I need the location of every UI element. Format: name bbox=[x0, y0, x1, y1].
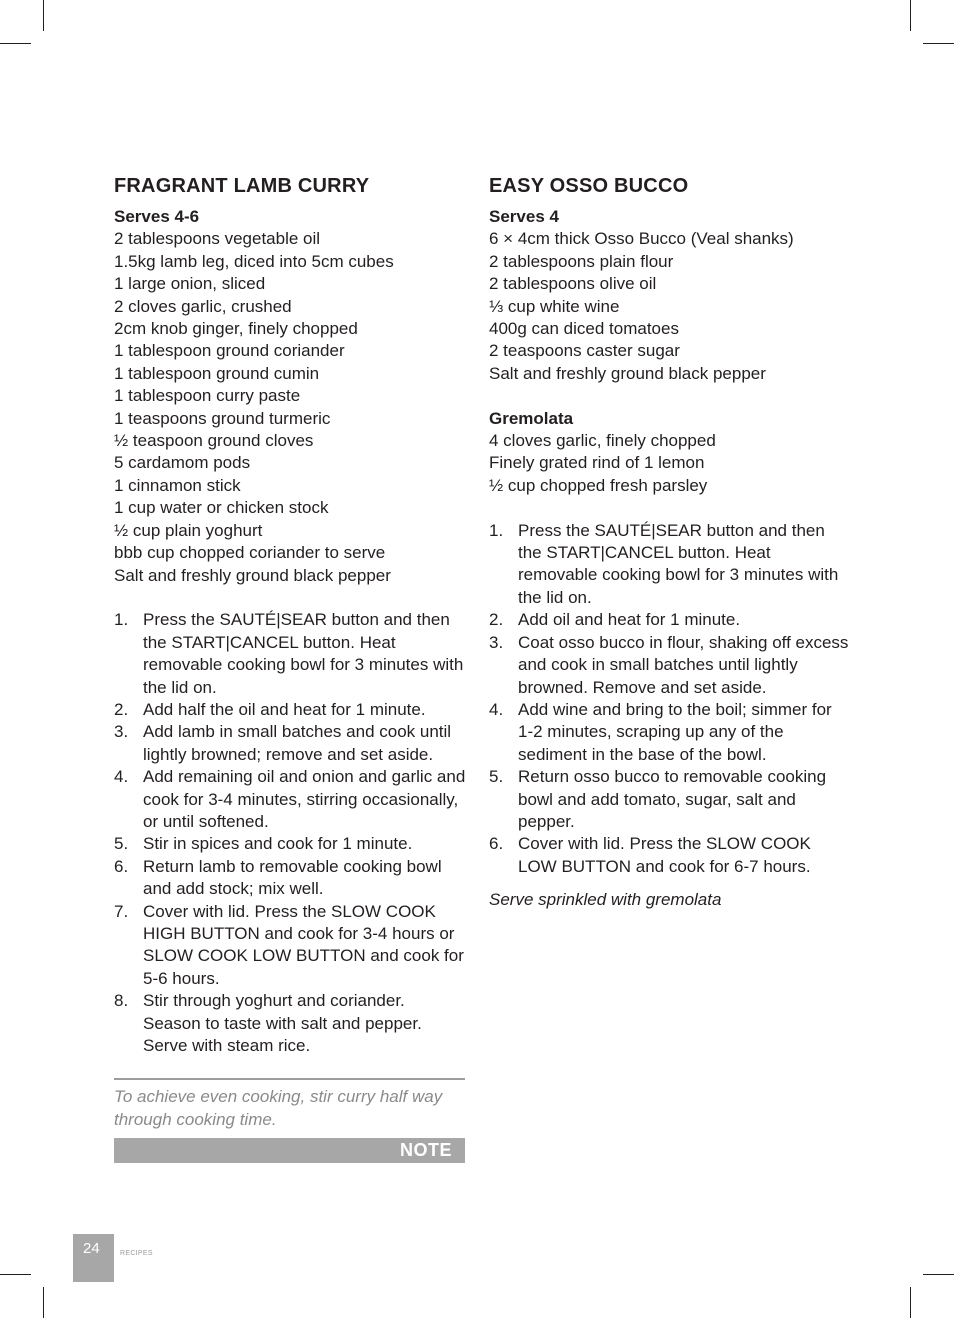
method-steps bbox=[114, 609, 466, 1057]
ingredient-item: 1 cinnamon stick bbox=[114, 475, 241, 495]
method-step bbox=[114, 609, 466, 699]
ingredient-item: 1 cup water or chicken stock bbox=[114, 498, 329, 518]
step-number: 2. bbox=[489, 610, 504, 630]
note-bar bbox=[114, 1138, 465, 1163]
note-text: To achieve even cooking, stir curry half way through cooking time. bbox=[114, 1087, 443, 1129]
ingredient-item: bbb cup chopped coriander to serve bbox=[114, 543, 386, 563]
method-step bbox=[489, 766, 849, 833]
section-label: RECIPES bbox=[120, 1250, 153, 1257]
step-number: 4. bbox=[114, 767, 129, 787]
method-step bbox=[114, 721, 466, 766]
ingredient-item: 1 large onion, sliced bbox=[114, 274, 266, 294]
page-number-box bbox=[73, 1234, 114, 1282]
step-number: 7. bbox=[114, 901, 129, 921]
step-number: 6. bbox=[489, 834, 504, 854]
method-step bbox=[114, 766, 466, 833]
method-steps bbox=[489, 520, 849, 879]
method-step bbox=[489, 699, 849, 766]
ingredient-item: 400g can diced tomatoes bbox=[489, 319, 679, 339]
step-text: Cover with lid. Press the SLOW COOK HIGH BUTTON and cook for 3-4 hours or SLOW COOK LOW BUTTON and cook for 5-6 hours. bbox=[143, 901, 464, 988]
method-step bbox=[489, 609, 849, 631]
page-number: 24 bbox=[83, 1240, 100, 1257]
step-number: 4. bbox=[489, 699, 504, 719]
crop-mark-bottom-right-v bbox=[910, 1287, 911, 1318]
ingredient-item: 1 tablespoon curry paste bbox=[114, 386, 301, 406]
step-number: 8. bbox=[114, 991, 129, 1011]
step-text: Press the SAUTÉ|SEAR button and then the START|CANCEL button. Heat removable cooking bowl for 3 minutes with the lid on. bbox=[143, 610, 464, 697]
serves-label: Serves 4 bbox=[489, 207, 559, 226]
step-number: 1. bbox=[489, 520, 504, 540]
step-text: Press the SAUTÉ|SEAR button and then the START|CANCEL button. Heat removable cooking bowl for 3 minutes with the lid on. bbox=[518, 520, 839, 607]
method-step bbox=[114, 990, 466, 1057]
ingredient-item: 2cm knob ginger, finely chopped bbox=[114, 319, 358, 339]
step-number: 6. bbox=[114, 856, 129, 876]
crop-mark-bottom-left-h bbox=[0, 1274, 31, 1275]
ingredient-item: 1 tablespoon ground cumin bbox=[114, 363, 320, 383]
step-text: Stir through yoghurt and coriander. Season to taste with salt and pepper. Serve with steam rice. bbox=[143, 991, 422, 1056]
step-number: 3. bbox=[489, 632, 504, 652]
ingredient-item: 1 tablespoon ground coriander bbox=[114, 341, 345, 361]
crop-mark-top-left-v bbox=[43, 0, 44, 31]
ingredient-item: ½ cup chopped fresh parsley bbox=[489, 475, 708, 495]
method-step bbox=[114, 901, 466, 991]
ingredient-item: 5 cardamom pods bbox=[114, 453, 251, 473]
left-recipe bbox=[114, 173, 466, 1057]
ingredient-item: 4 cloves garlic, finely chopped bbox=[489, 431, 716, 451]
ingredient-item: 2 teaspoons caster sugar bbox=[489, 341, 680, 361]
step-number: 5. bbox=[489, 767, 504, 787]
step-number: 1. bbox=[114, 610, 129, 630]
note-label: NOTE bbox=[399, 1140, 452, 1160]
note-divider bbox=[114, 1078, 465, 1080]
step-text: Stir in spices and cook for 1 minute. bbox=[143, 834, 413, 854]
ingredient-item: 1.5kg lamb leg, diced into 5cm cubes bbox=[114, 251, 394, 271]
step-text: Add remaining oil and onion and garlic and cook for 3-4 minutes, stirring occasionally, or until softened. bbox=[143, 767, 466, 831]
method-step bbox=[114, 699, 466, 721]
recipe-title: FRAGRANT LAMB CURRY bbox=[114, 175, 370, 197]
method-step bbox=[489, 520, 849, 610]
ingredient-item: Salt and freshly ground black pepper bbox=[489, 363, 766, 383]
right-recipe bbox=[489, 173, 849, 912]
crop-mark-top-left-h bbox=[0, 43, 31, 44]
ingredient-item: 2 tablespoons plain flour bbox=[489, 251, 674, 271]
gremolata-heading: Gremolata bbox=[489, 408, 574, 428]
recipe-title: EASY OSSO BUCCO bbox=[489, 175, 689, 197]
step-number: 3. bbox=[114, 722, 129, 742]
method-step bbox=[114, 833, 466, 855]
ingredient-item: 2 tablespoons vegetable oil bbox=[114, 229, 321, 249]
ingredient-item: ½ teaspoon ground cloves bbox=[114, 431, 314, 451]
crop-mark-bottom-left-v bbox=[43, 1287, 44, 1318]
crop-mark-top-right-v bbox=[910, 0, 911, 31]
method-step bbox=[489, 632, 849, 699]
serving-note: Serve sprinkled with gremolata bbox=[489, 890, 722, 910]
serves-label: Serves 4-6 bbox=[114, 207, 200, 226]
ingredient-item: ½ cup plain yoghurt bbox=[114, 520, 263, 540]
gremolata-list bbox=[489, 430, 849, 497]
step-text: Cover with lid. Press the SLOW COOK LOW BUTTON and cook for 6-7 hours. bbox=[518, 834, 811, 876]
crop-mark-top-right-h bbox=[923, 43, 954, 44]
ingredient-item: 2 tablespoons olive oil bbox=[489, 274, 657, 294]
ingredient-item: 2 cloves garlic, crushed bbox=[114, 296, 292, 316]
step-text: Return lamb to removable cooking bowl and add stock; mix well. bbox=[143, 856, 442, 899]
ingredient-item: Salt and freshly ground black pepper bbox=[114, 565, 391, 585]
ingredient-item: Finely grated rind of 1 lemon bbox=[489, 453, 705, 473]
method-step bbox=[114, 856, 466, 901]
ingredient-list bbox=[114, 228, 466, 587]
crop-mark-bottom-right-h bbox=[923, 1274, 954, 1275]
ingredient-list bbox=[489, 228, 849, 385]
step-number: 2. bbox=[114, 699, 129, 719]
method-step bbox=[489, 833, 849, 878]
ingredient-item: 1 teaspoons ground turmeric bbox=[114, 408, 331, 428]
step-text: Return osso bucco to removable cooking bowl and add tomato, sugar, salt and pepper. bbox=[518, 767, 827, 831]
step-text: Add lamb in small batches and cook until lightly browned; remove and set aside. bbox=[143, 722, 452, 764]
ingredient-item: 6 × 4cm thick Osso Bucco (Veal shanks) bbox=[489, 229, 794, 249]
step-text: Add oil and heat for 1 minute. bbox=[518, 610, 741, 630]
step-text: Add wine and bring to the boil; simmer for 1-2 minutes, scraping up any of the sediment in the base of the bowl. bbox=[518, 699, 832, 764]
step-text: Add half the oil and heat for 1 minute. bbox=[143, 699, 426, 719]
step-number: 5. bbox=[114, 834, 129, 854]
ingredient-item: ⅓ cup white wine bbox=[489, 296, 620, 316]
step-text: Coat osso bucco in flour, shaking off excess and cook in small batches until lightly browned. Remove and set aside. bbox=[518, 632, 849, 697]
